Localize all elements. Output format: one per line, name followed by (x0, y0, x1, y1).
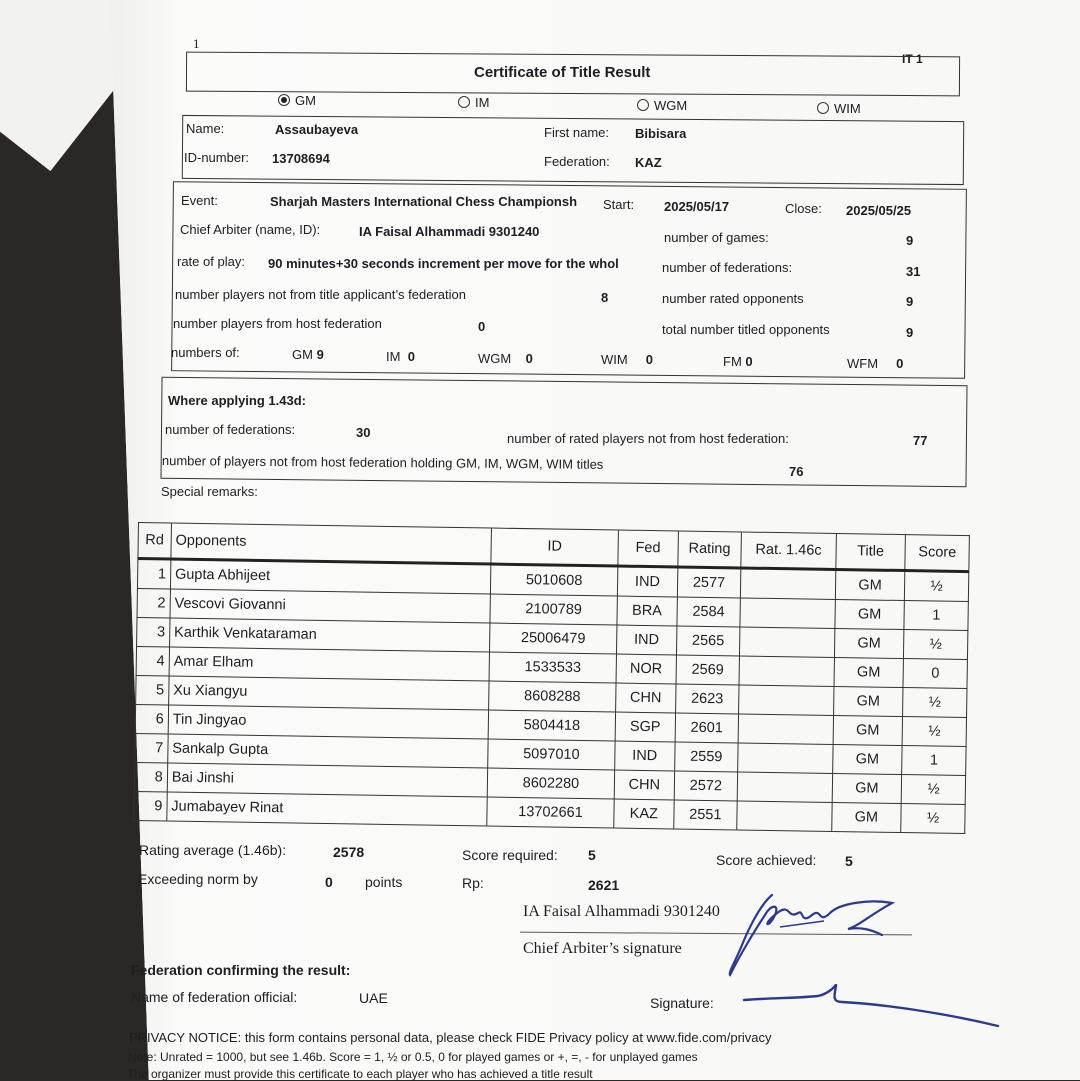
cell-score: 1 (904, 601, 968, 631)
cell-score: ½ (902, 775, 966, 805)
close-label: Close: (785, 201, 822, 216)
col-header-rating: Rating (677, 531, 741, 568)
score-achieved-label: Score achieved: (716, 852, 817, 868)
cell-id: 5097010 (488, 739, 616, 770)
cell-rd: 7 (135, 733, 168, 763)
option-im-label: IM (475, 95, 490, 110)
event-label: Event: (181, 193, 218, 208)
cell-id: 1533533 (489, 652, 617, 683)
gm-count-value: 9 (316, 347, 324, 362)
federation-value: KAZ (635, 155, 662, 170)
cell-rating: 2559 (674, 742, 738, 772)
cell-opponent-name: Jumabayev Rinat (167, 792, 487, 826)
radio-checked-icon (278, 94, 290, 106)
from-host-label: number players from host federation (173, 316, 382, 331)
col-header-score: Score (905, 535, 969, 572)
rated-opponents-value: 9 (906, 294, 914, 309)
cell-score: ½ (904, 630, 968, 660)
wgm-count-value: 0 (525, 351, 533, 366)
radio-unchecked-icon (817, 102, 829, 114)
cell-fed: IND (618, 566, 678, 597)
cell-score: ½ (903, 688, 967, 718)
cell-opponent-name: Karthik Venkataraman (169, 618, 489, 652)
wgm-count-label: WGM (478, 351, 512, 366)
fm-count-label: FM (723, 354, 742, 369)
radio-unchecked-icon (637, 99, 649, 111)
from-host-value: 0 (478, 319, 486, 334)
cell-opponent-name: Amar Elham (169, 647, 489, 681)
cell-rat146c (741, 568, 836, 599)
col-header-id: ID (491, 528, 619, 566)
start-label: Start: (603, 197, 635, 212)
cell-id: 25006479 (489, 623, 617, 654)
arbiter-signature-scribble (720, 885, 910, 980)
cell-title: GM (834, 628, 904, 658)
cell-fed: SGP (615, 712, 675, 742)
not-from-applicant-value: 8 (601, 290, 609, 305)
option-im[interactable] (458, 95, 489, 110)
close-value: 2025/05/25 (846, 203, 912, 218)
wfm-count-value: 0 (896, 356, 904, 371)
first-name-value: Bibisara (635, 126, 687, 141)
cell-title: GM (835, 569, 905, 600)
option-gm-label: GM (295, 93, 316, 108)
games-value: 9 (906, 233, 914, 248)
cell-opponent-name: Bai Jinshi (167, 763, 487, 797)
cell-title: GM (831, 802, 901, 832)
id-value: 13708694 (272, 151, 330, 166)
fm-count-value: 0 (745, 354, 753, 369)
cell-rd: 4 (136, 646, 169, 676)
cell-rd: 1 (137, 559, 170, 590)
name-label: Name: (186, 121, 225, 136)
cell-score: ½ (901, 804, 965, 834)
cell-id: 8602280 (487, 768, 615, 799)
cell-rat146c (740, 598, 835, 628)
cell-rat146c (737, 772, 832, 802)
cell-rating: 2551 (673, 800, 737, 830)
score-required-value: 5 (588, 847, 596, 863)
arbiter-value: IA Faisal Alhammadi 9301240 (359, 224, 540, 239)
im-count-value: 0 (407, 349, 415, 364)
cell-rat146c (739, 685, 834, 715)
cell-rd: 9 (134, 791, 167, 821)
cell-rat146c (740, 627, 835, 657)
wgm-count (478, 351, 533, 366)
radio-unchecked-icon (458, 96, 470, 108)
cell-score: 0 (903, 659, 967, 689)
cell-opponent-name: Gupta Abhijeet (170, 559, 491, 594)
cell-id: 13702661 (487, 797, 615, 828)
exceeding-value: 0 (325, 874, 333, 890)
form-code: IT 1 (902, 52, 923, 66)
col-header-title: Title (835, 533, 905, 570)
option-wim-label: WIM (834, 101, 861, 116)
rated-opponents-label: number rated opponents (662, 291, 804, 306)
cell-rd: 5 (136, 675, 169, 705)
cell-rat146c (738, 743, 833, 773)
cell-title: GM (832, 773, 902, 803)
option-gm[interactable] (278, 93, 316, 108)
titled-opponents-label: total number titled opponents (662, 322, 830, 337)
cell-fed: BRA (617, 596, 677, 626)
rating-average-value: 2578 (333, 844, 365, 860)
cell-id: 2100789 (490, 594, 618, 625)
rated-not-host-label: number of rated players not from host federation: (507, 431, 789, 446)
signature-label: Signature: (650, 995, 714, 1011)
fm-count (723, 354, 753, 369)
cell-title: GM (832, 744, 902, 774)
cell-rat146c (739, 656, 834, 686)
arbiter-label: Chief Arbiter (name, ID): (180, 222, 321, 237)
rate-value: 90 minutes+30 seconds increment per move for the whol (268, 256, 619, 271)
wim-count-label: WIM (601, 352, 628, 367)
cell-title: GM (834, 657, 904, 687)
score-achieved-value: 5 (845, 853, 853, 869)
cell-title: GM (833, 686, 903, 716)
federation-confirm-heading: Federation confirming the result: (131, 962, 351, 978)
start-value: 2025/05/17 (664, 199, 730, 214)
im-count-label: IM (386, 349, 401, 364)
cell-fed: CHN (616, 683, 676, 713)
cell-rd: 8 (134, 762, 167, 792)
cell-rating: 2601 (675, 713, 739, 743)
special-remarks-label: Special remarks: (161, 484, 258, 499)
cell-rating: 2577 (677, 567, 741, 598)
opponents-table (133, 522, 970, 845)
cell-rating: 2572 (674, 771, 738, 801)
option-wgm[interactable] (637, 98, 687, 113)
titled-not-host-label: number of players not from host federation holding GM, IM, WGM, WIM titles (161, 453, 604, 472)
cell-rat146c (737, 801, 832, 831)
federations-value: 31 (906, 264, 921, 279)
arbiter-signature-label: Chief Arbiter’s signature (523, 940, 682, 957)
rp-label: Rp: (462, 875, 484, 891)
federation-official-label: Name of federation official: (131, 989, 298, 1005)
id-label: ID-number: (184, 150, 250, 165)
games-label: number of games: (664, 230, 769, 245)
cell-rd: 6 (135, 704, 168, 734)
cell-rating: 2565 (676, 626, 740, 656)
federations-label: number of federations: (662, 260, 793, 275)
rating-average-label: Rating average (1.46b): (139, 842, 287, 858)
col-header-rd: Rd (138, 523, 171, 560)
event-value: Sharjah Masters International Chess Championsh (270, 194, 578, 209)
cell-fed: IND (615, 741, 675, 771)
cell-rd: 2 (137, 588, 170, 618)
cell-fed: IND (617, 625, 677, 655)
cell-rating: 2584 (677, 597, 741, 627)
rate-label: rate of play: (177, 254, 245, 269)
cell-id: 5804418 (488, 710, 616, 741)
cell-rating: 2623 (675, 684, 739, 714)
exceeding-label: Exceeding norm by (138, 871, 258, 887)
federation-label: Federation: (544, 154, 610, 169)
option-wim[interactable] (817, 101, 861, 116)
wim-count-value: 0 (645, 352, 654, 367)
cell-score: ½ (902, 717, 966, 747)
arbiter-name-print: IA Faisal Alhammadi 9301240 (523, 903, 720, 920)
cell-opponent-name: Sankalp Gupta (168, 734, 488, 768)
cell-rating: 2569 (676, 655, 740, 685)
cell-score: 1 (902, 746, 966, 776)
rule-143d-feds-label: number of federations: (165, 422, 296, 437)
cell-score: ½ (905, 571, 969, 602)
points-label: points (365, 874, 403, 890)
col-header-fed: Fed (618, 530, 678, 567)
cell-rd: 3 (137, 617, 170, 647)
gm-count (292, 347, 324, 362)
cell-opponent-name: Tin Jingyao (168, 705, 488, 739)
not-from-applicant-label: number players not from title applicant’s federation (175, 287, 466, 302)
federation-signature-scribble (740, 978, 1005, 1033)
numbers-of-label: numbers of: (171, 345, 240, 360)
titled-not-host-value: 76 (789, 464, 804, 479)
cell-title: GM (833, 715, 903, 745)
organizer-note: The organizer must provide this certificate to each player who has achieved a title result (127, 1067, 593, 1081)
titled-opponents-value: 9 (906, 325, 914, 340)
wfm-count-label: WFM (847, 356, 879, 371)
rule-143d-heading: Where applying 1.43d: (168, 393, 306, 408)
wfm-count (847, 356, 903, 371)
rule-143d-feds-value: 30 (356, 425, 371, 440)
cell-fed: KAZ (614, 799, 674, 829)
page-number: 1 (193, 36, 200, 51)
rp-value: 2621 (588, 877, 620, 893)
cell-opponent-name: Xu Xiangyu (168, 676, 488, 710)
cell-fed: CHN (614, 770, 674, 800)
federation-official-value: UAE (359, 990, 388, 1006)
col-header-opponents: Opponents (171, 523, 492, 564)
cell-opponent-name: Vescovi Giovanni (170, 589, 490, 623)
scoring-note: Note: Unrated = 1000, but see 1.46b. Score = 1, ½ or 0.5, 0 for played games or +, =, - for unplayed games (128, 1050, 698, 1064)
cell-id: 5010608 (490, 564, 618, 596)
col-header-rat146c: Rat. 1.46c (741, 532, 836, 569)
score-required-label: Score required: (462, 847, 558, 863)
page-title: Certificate of Title Result (474, 64, 651, 81)
cell-id: 8608288 (488, 681, 616, 712)
first-name-label: First name: (544, 125, 610, 140)
im-count (386, 349, 415, 364)
cell-fed: NOR (616, 654, 676, 684)
rated-not-host-value: 77 (913, 433, 928, 448)
option-wgm-label: WGM (654, 98, 688, 113)
cell-rat146c (738, 714, 833, 744)
wim-count (601, 352, 653, 367)
gm-count-label: GM (292, 347, 313, 362)
cell-title: GM (834, 599, 904, 629)
privacy-notice: PRIVACY NOTICE: this form contains personal data, please check FIDE Privacy policy at www.fide.com/privacy (129, 1030, 772, 1045)
name-value: Assaubayeva (275, 122, 359, 137)
